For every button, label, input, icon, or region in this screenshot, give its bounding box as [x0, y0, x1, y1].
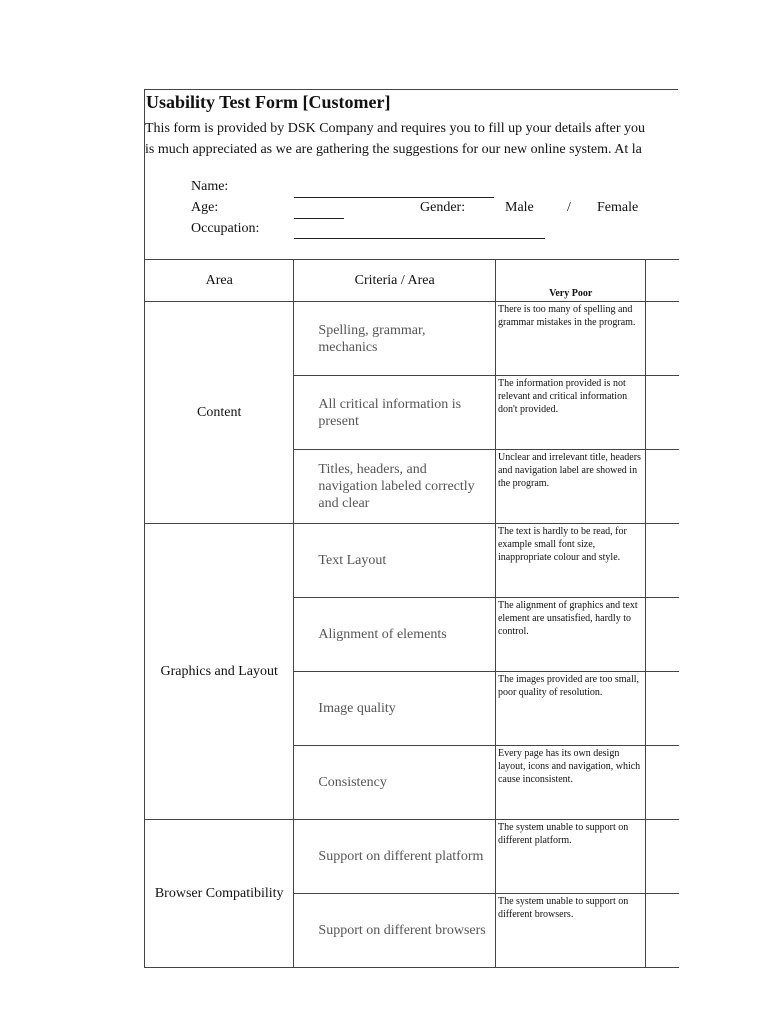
- intro-line-2: is much appreciated as we are gathering the suggestions for our new online system. At la: [145, 142, 642, 157]
- table-header-row: [145, 260, 680, 302]
- very-poor-cell: Unclear and irrelevant title, headers and navigation label are showed in the program.: [495, 450, 645, 524]
- table-row: [145, 820, 680, 894]
- name-field[interactable]: [294, 197, 494, 198]
- rating-cell[interactable]: [646, 450, 679, 524]
- intro-line-1: This form is provided by DSK Company and requires you to fill up your details after you: [145, 121, 646, 136]
- area-browser-compatibility: Browser Compatibility: [145, 820, 294, 968]
- area-content: Content: [145, 302, 294, 524]
- criteria-cell: All critical information is present: [294, 376, 496, 450]
- very-poor-cell: The alignment of graphics and text element are unsatisfied, hardly to control.: [495, 598, 645, 672]
- very-poor-cell: The images provided are too small, poor quality of resolution.: [495, 672, 645, 746]
- criteria-cell: Spelling, grammar, mechanics: [294, 302, 496, 376]
- gender-separator: /: [567, 200, 571, 215]
- very-poor-cell: The system unable to support on different browsers.: [495, 894, 645, 968]
- rating-cell[interactable]: [646, 524, 679, 598]
- very-poor-cell: The information provided is not relevant and critical information don't provided.: [495, 376, 645, 450]
- top-border: [144, 89, 678, 90]
- rating-cell[interactable]: [646, 302, 679, 376]
- header-very-poor: Very Poor: [495, 260, 645, 302]
- rating-cell[interactable]: [646, 376, 679, 450]
- rating-cell[interactable]: [646, 746, 679, 820]
- criteria-cell: Text Layout: [294, 524, 496, 598]
- rubric-table: [144, 259, 679, 968]
- name-label: Name:: [191, 179, 229, 194]
- table-row: [145, 302, 680, 376]
- area-graphics-layout: Graphics and Layout: [145, 524, 294, 820]
- header-area: Area: [145, 260, 294, 302]
- table-row: [145, 524, 680, 598]
- form-title: Usability Test Form [Customer]: [146, 92, 391, 112]
- gender-male-option[interactable]: Male: [505, 200, 534, 215]
- gender-label: Gender:: [420, 200, 466, 215]
- rating-cell[interactable]: [646, 894, 679, 968]
- very-poor-cell: The system unable to support on different platform.: [495, 820, 645, 894]
- occupation-label: Occupation:: [191, 221, 260, 236]
- very-poor-cell: Every page has its own design layout, icons and navigation, which cause inconsistent.: [495, 746, 645, 820]
- rating-cell[interactable]: [646, 820, 679, 894]
- age-field[interactable]: [294, 218, 344, 219]
- criteria-cell: Support on different browsers: [294, 894, 496, 968]
- very-poor-cell: The text is hardly to be read, for example small font size, inappropriate colour and style.: [495, 524, 645, 598]
- criteria-cell: Alignment of elements: [294, 598, 496, 672]
- intro-text: [145, 118, 678, 160]
- criteria-cell: Titles, headers, and navigation labeled correctly and clear: [294, 450, 496, 524]
- rating-cell[interactable]: [646, 598, 679, 672]
- header-criteria: Criteria / Area: [294, 260, 496, 302]
- criteria-cell: Support on different platform: [294, 820, 496, 894]
- header-next-column: [646, 260, 679, 302]
- very-poor-cell: There is too many of spelling and grammar mistakes in the program.: [495, 302, 645, 376]
- rating-cell[interactable]: [646, 672, 679, 746]
- age-label: Age:: [191, 200, 219, 215]
- gender-female-option[interactable]: Female: [597, 200, 639, 215]
- criteria-cell: Consistency: [294, 746, 496, 820]
- occupation-field[interactable]: [294, 238, 545, 239]
- criteria-cell: Image quality: [294, 672, 496, 746]
- left-border: [144, 89, 145, 259]
